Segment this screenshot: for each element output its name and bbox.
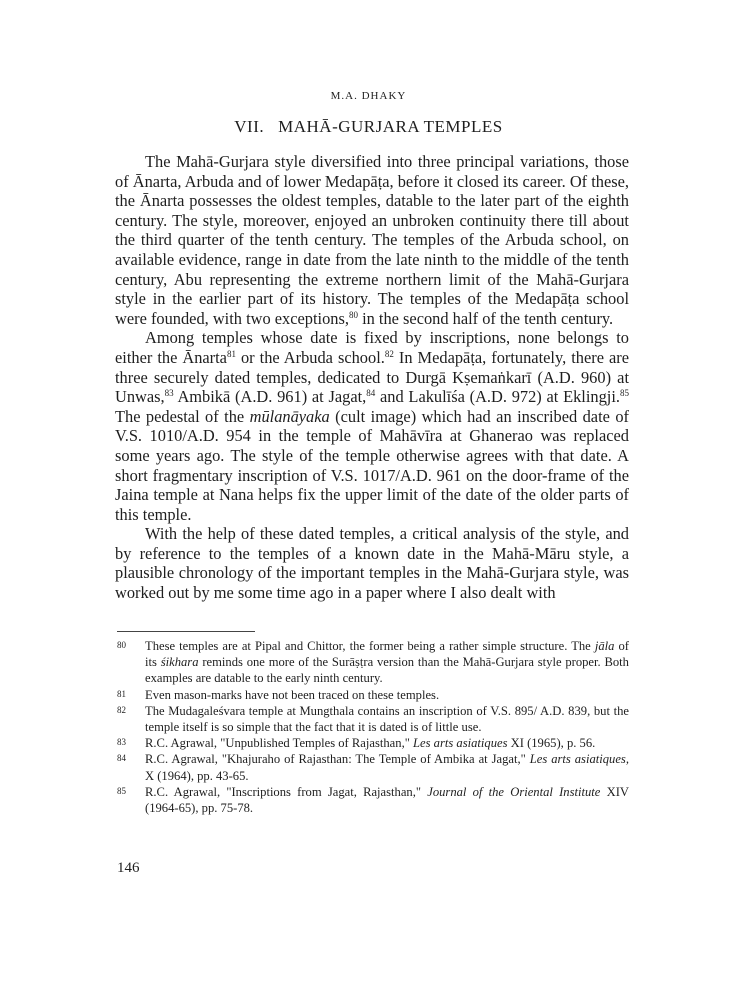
text-run: and Lakulīśa (A.D. 972) at Eklingji.	[375, 387, 620, 407]
paragraph-2	[115, 328, 629, 524]
section-title	[0, 117, 737, 137]
footnote-number: 85	[117, 785, 126, 796]
italic-title: Journal of the Oriental Institute	[427, 784, 601, 799]
footnote-number: 81	[117, 688, 126, 699]
text-run: Even mason-marks have not been traced on these temples.	[145, 687, 440, 702]
italic-term: jāla	[594, 639, 615, 653]
text-run: XIV (1964-65), pp. 75-78.	[145, 784, 629, 816]
paragraph-3	[115, 524, 629, 602]
footnotes	[117, 638, 629, 816]
text-run: The Mudagaleśvara temple at Mungthala contains an inscription of V.S. 895/ A.D. 839, but the temple itself is so simple that the fact that it is dated is of little use.	[145, 703, 629, 735]
text-run: Ambikā (A.D. 961) at Jagat,	[173, 387, 367, 407]
footnote-ref-82: 82	[384, 348, 394, 359]
italic-term: śikhara	[160, 655, 199, 670]
text-run: or the Arbuda school.	[235, 347, 385, 367]
text-run: The pedestal of the	[115, 406, 250, 426]
section-number: VII.	[234, 117, 265, 136]
footnote-85	[117, 784, 629, 816]
text-run: In Medapāṭa, fortunately, there are three securely dated temples, dedicated to Durgā Kṣemaṅkarī (A.D. 960) at Unwas,	[115, 347, 629, 407]
body-text	[115, 152, 629, 603]
footnote-84	[117, 751, 629, 783]
text-run: These temples are at Pipal and Chittor, the former being a rather simple structure. The	[145, 639, 595, 653]
text-run: in the second half of the tenth century.	[357, 308, 614, 328]
text-run: The Mahā-Gurjara style diversified into three principal variations, those of Ānarta, Arbuda and of lower Medapāṭa, before it closed its career. Of these, the Ānarta possesses the oldest temples, datable to the later part of the eighth century. The style, moreover, enjoyed an unbroken continuity there till about the third quarter of the tenth century. The temples of the Arbuda school, on available evidence, range in date from the late ninth to the middle of the tenth century, Abu representing the extreme northern limit of the Mahā-Gurjara style in the earlier part of its history. The temples of the Medapāṭa school were founded, with two exceptions,	[115, 152, 629, 328]
section-heading: MAHĀ-GURJARA TEMPLES	[278, 117, 503, 136]
text-run: XI (1965), p. 56.	[507, 736, 596, 751]
footnote-rule	[117, 631, 255, 632]
page-number: 146	[117, 860, 140, 876]
footnote-81	[117, 687, 629, 703]
footnote-82	[117, 703, 629, 735]
footnote-ref-85: 85	[620, 388, 629, 399]
footnote-number: 82	[117, 704, 126, 715]
text-run: With the help of these dated temples, a critical analysis of the style, and by reference to the temples of a known date in the Mahā-Māru style, a plausible chronology of the important temples in the Mahā-Gurjara style, was worked out by me some time ago in a paper where I also dealt with	[115, 524, 629, 603]
footnote-ref-81: 81	[226, 348, 236, 359]
text-run: Among temples whose date is fixed by inscriptions, none belongs to either the Ānarta	[115, 328, 629, 367]
running-head: M.A. DHAKY	[330, 90, 407, 102]
italic-term: mūlanāyaka	[249, 406, 330, 426]
italic-title: Les arts asiatiques,	[529, 752, 629, 767]
footnote-number: 80	[117, 640, 126, 650]
text-run: R.C. Agrawal, "Inscriptions from Jagat, Rajasthan,"	[145, 784, 428, 799]
text-run: (cult image) which had an inscribed date of V.S. 1010/A.D. 954 in the temple of Mahāvīra at Ghanerao was replaced some years ago. The style of the temple otherwise agrees with that date. A short fragmentary inscription of V.S. 1017/A.D. 961 on the door-frame of the Jaina temple at Nana helps fix the upper limit of the date of the older parts of this temple.	[115, 406, 629, 524]
italic-title: Les arts asiatiques	[413, 736, 508, 751]
text-run: of its	[145, 639, 629, 670]
text-run: X (1964), pp. 43-65.	[145, 768, 249, 783]
footnote-80	[117, 638, 629, 687]
footnote-83	[117, 735, 629, 751]
footnote-ref-80: 80	[348, 309, 358, 320]
text-run: R.C. Agrawal, "Unpublished Temples of Rajasthan,"	[145, 736, 414, 751]
paragraph-1	[115, 152, 629, 328]
footnote-number: 83	[117, 737, 126, 748]
footnote-ref-84: 84	[366, 388, 376, 399]
text-run: reminds one more of the Surāṣṭra version than the Mahā-Gurjara style proper. Both examples are datable to the early ninth century.	[145, 655, 629, 686]
footnote-number: 84	[117, 753, 126, 764]
text-run: R.C. Agrawal, "Khajuraho of Rajasthan: The Temple of Ambika at Jagat,"	[145, 752, 530, 767]
footnote-ref-83: 83	[164, 388, 174, 399]
